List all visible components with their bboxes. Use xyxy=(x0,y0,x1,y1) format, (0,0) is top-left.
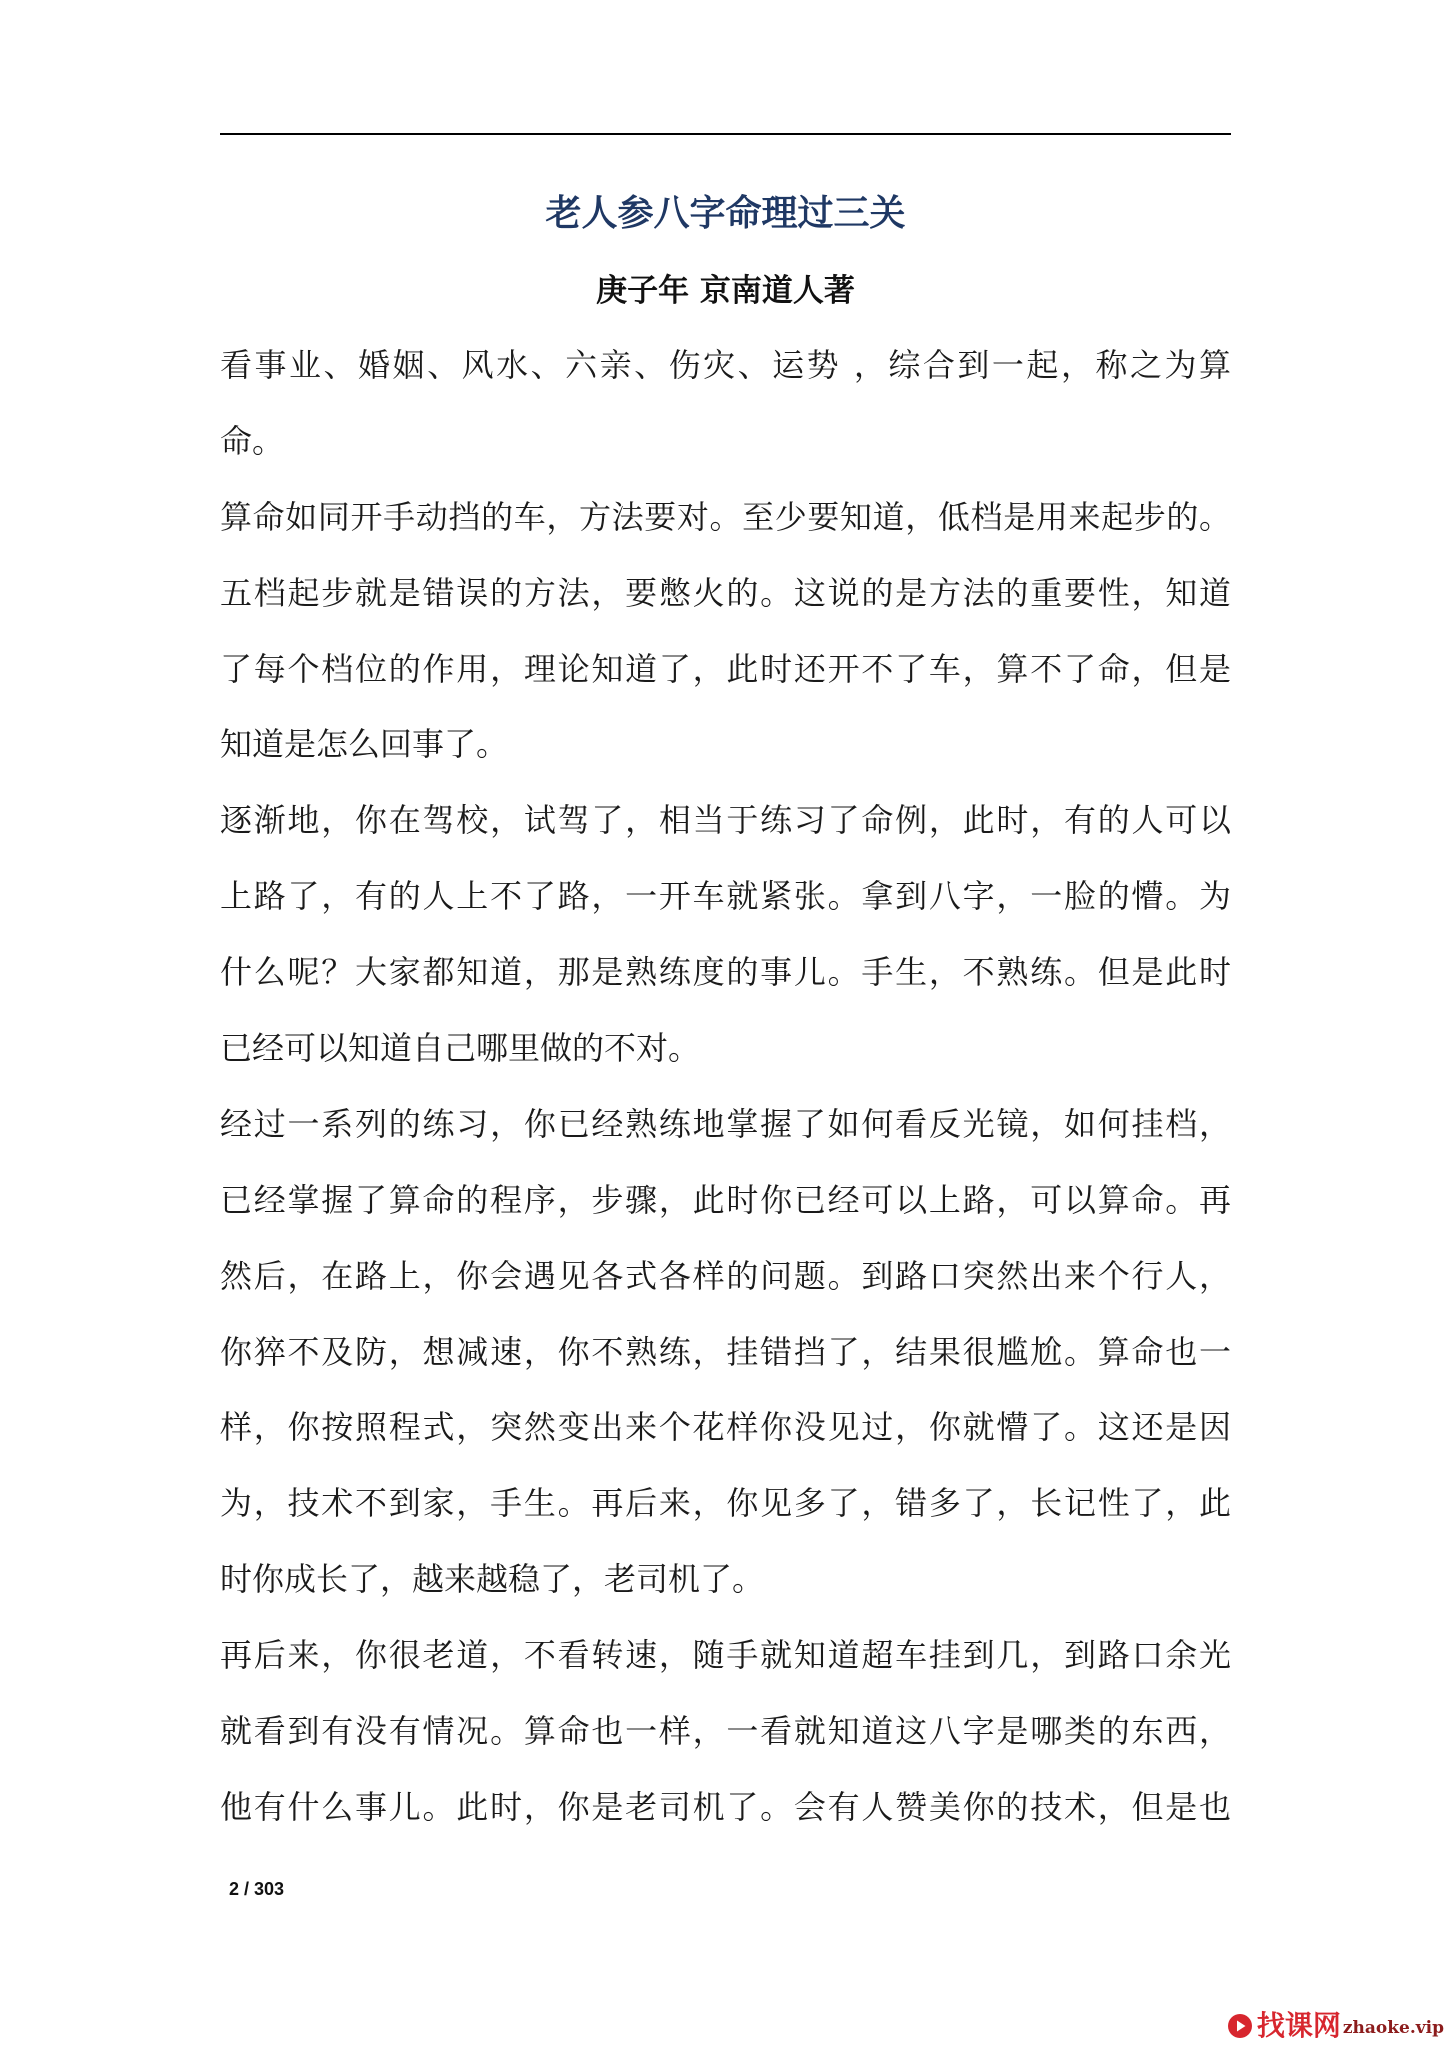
page-number: 2 / 303 xyxy=(229,1879,285,1899)
text-line: 什么呢？大家都知道，那是熟练度的事儿。手生，不熟练。但是此时 xyxy=(220,953,1231,992)
watermark-brand: 找课网 xyxy=(1256,2009,1341,2042)
body-text xyxy=(220,328,1231,1846)
text-line: 经过一系列的练习，你已经熟练地掌握了如何看反光镜，如何挂档， xyxy=(220,1104,1231,1143)
text-line: 五档起步就是错误的方法，要憋火的。这说的是方法的重要性，知道 xyxy=(220,573,1231,612)
text-line: 样，你按照程式，突然变出来个花样你没见过，你就懵了。这还是因 xyxy=(220,1408,1231,1447)
text-line: 已经可以知道自己哪里做的不对。 xyxy=(220,1029,701,1068)
text-line: 再后来，你很老道，不看转速，随手就知道超车挂到几，到路口余光 xyxy=(220,1636,1231,1675)
text-line: 就看到有没有情况。算命也一样，一看就知道这八字是哪类的东西， xyxy=(220,1712,1231,1751)
text-line: 看事业、婚姻、风水、六亲、伤灾、运势 ，综合到一起，称之为算 xyxy=(220,346,1231,384)
watermark-logo xyxy=(1227,2008,1444,2044)
text-line: 算命如同开手动挡的车，方法要对。至少要知道，低档是用来起步的。 xyxy=(220,497,1231,536)
header-rule xyxy=(220,133,1231,135)
text-line: 逐渐地，你在驾校，试驾了，相当于练习了命例，此时，有的人可以 xyxy=(220,801,1231,840)
text-line: 已经掌握了算命的程序，步骤，此时你已经可以上路，可以算命。再 xyxy=(220,1180,1231,1219)
text-line: 他有什么事儿。此时，你是老司机了。会有人赞美你的技术，但是也 xyxy=(220,1787,1231,1826)
play-circle-icon xyxy=(1227,2013,1253,2039)
text-line: 知道是怎么回事了。 xyxy=(220,725,509,764)
text-line: 上路了，有的人上不了路，一开车就紧张。拿到八字，一脸的懵。为 xyxy=(220,877,1231,916)
text-line: 时你成长了，越来越稳了，老司机了。 xyxy=(220,1560,765,1599)
watermark-domain: zhaoke.vip xyxy=(1342,2018,1444,2038)
text-line: 然后，在路上，你会遇见各式各样的问题。到路口突然出来个行人， xyxy=(220,1256,1231,1295)
text-line: 命。 xyxy=(220,421,285,460)
text-line: 你猝不及防，想减速，你不熟练，挂错挡了，结果很尴尬。算命也一 xyxy=(220,1332,1231,1371)
text-line: 为，技术不到家，手生。再后来，你见多了，错多了，长记性了，此 xyxy=(220,1484,1231,1523)
document-subtitle: 庚子年 京南道人著 xyxy=(596,273,855,309)
document-title: 老人参八字命理过三关 xyxy=(545,192,906,234)
text-line: 了每个档位的作用，理论知道了，此时还开不了车，算不了命，但是 xyxy=(220,649,1231,688)
